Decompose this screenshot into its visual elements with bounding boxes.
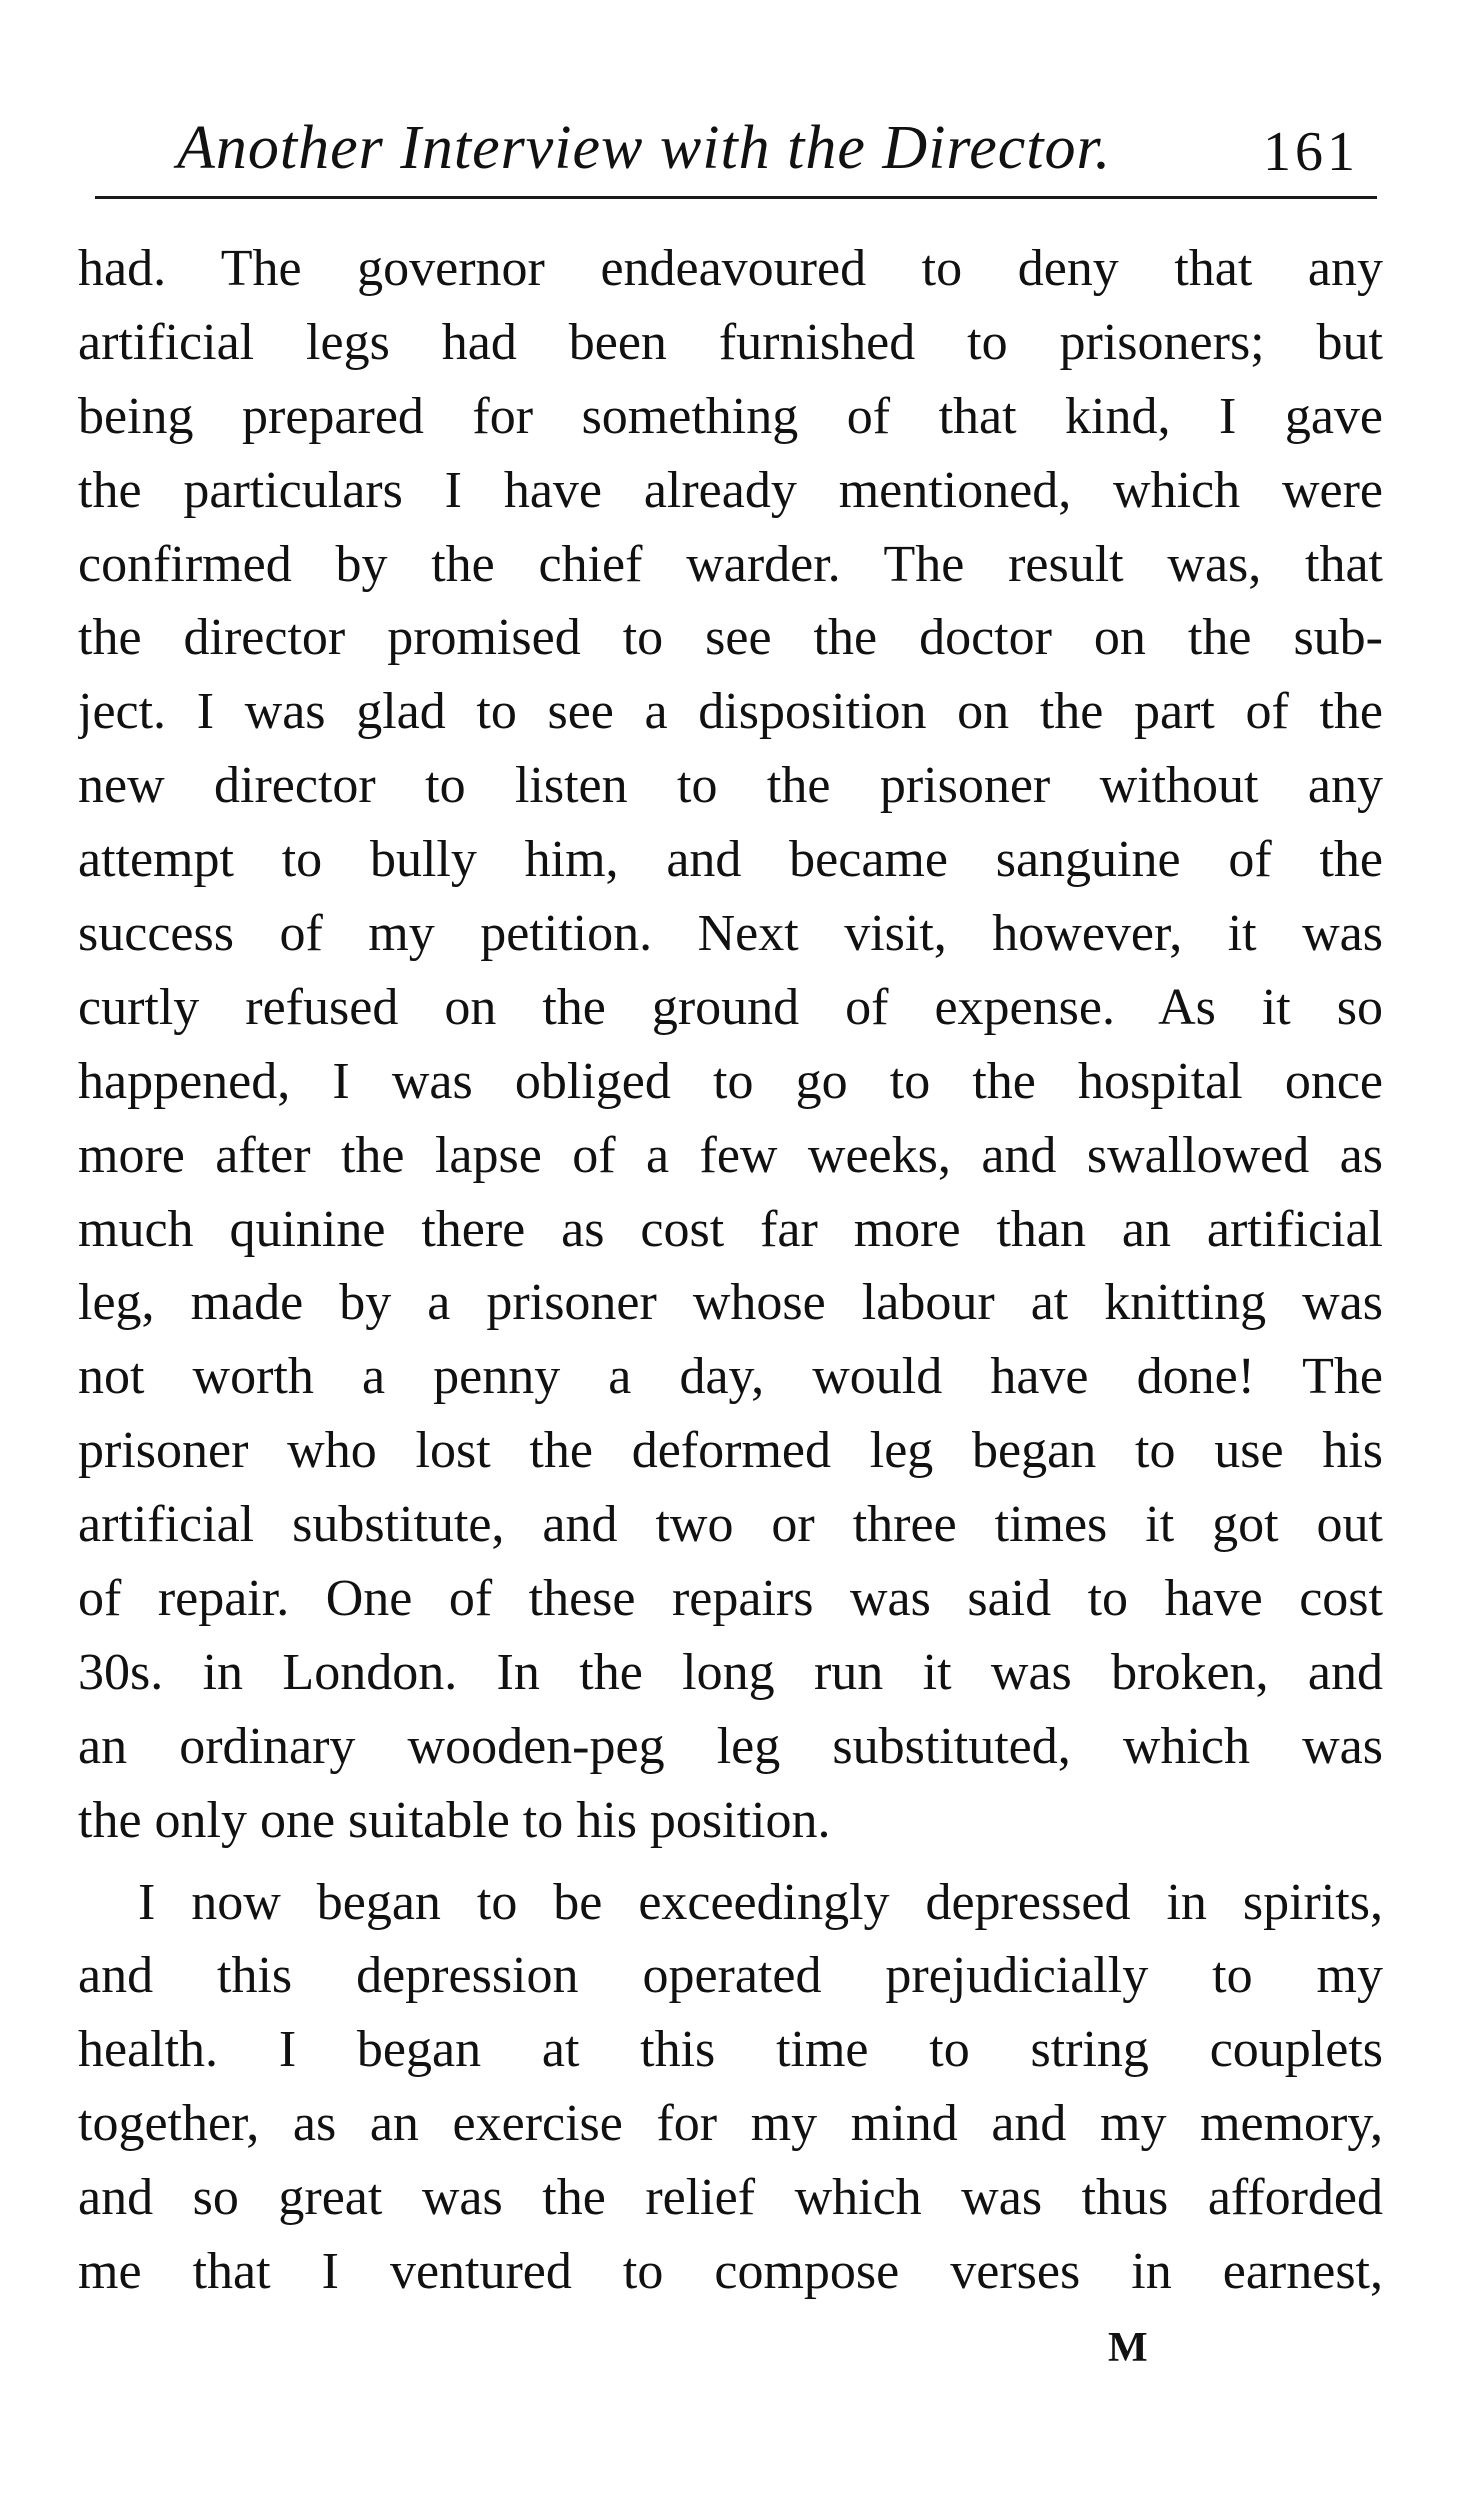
text-line: more after the lapse of a few weeks, and swallowed as — [78, 1126, 1383, 1184]
text-line: of repair. One of these repairs was said to have cost — [78, 1570, 1383, 1628]
text-line: health. I began at this time to string couplets — [78, 2021, 1383, 2079]
text-line: an ordinary wooden-peg leg substituted, which was — [78, 1717, 1383, 1775]
paragraph-2 — [78, 1866, 1383, 2309]
text-line: ject. I was glad to see a disposition on the part of the — [78, 683, 1383, 741]
signature-mark: M — [1108, 2325, 1148, 2371]
text-line: the particulars I have already mentioned, which were — [78, 461, 1383, 519]
text-line: the only one suitable to his position. — [78, 1791, 831, 1849]
text-line: success of my petition. Next visit, however, it was — [78, 905, 1383, 963]
text-line: the director promised to see the doctor on the sub- — [78, 609, 1383, 667]
text-line: not worth a penny a day, would have done! The — [78, 1348, 1383, 1406]
text-line: happened, I was obliged to go to the hospital once — [78, 1052, 1383, 1110]
running-head — [95, 108, 1377, 188]
text-line: had. The governor endeavoured to deny that any — [78, 240, 1383, 297]
text-line: much quinine there as cost far more than an artificial — [78, 1200, 1383, 1258]
text-line: I now began to be exceedingly depressed in spirits, — [138, 1873, 1383, 1931]
text-line: me that I ventured to compose verses in earnest, — [78, 2243, 1383, 2301]
header-rule — [95, 196, 1377, 199]
text-line: prisoner who lost the deformed leg began to use his — [78, 1422, 1383, 1480]
page-number: 161 — [1263, 121, 1359, 183]
running-title: Another Interview with the Director. — [177, 114, 1112, 182]
text-line: and this depression operated prejudicially to my — [78, 1947, 1383, 2005]
text-line: artificial substitute, and two or three times it got out — [78, 1496, 1383, 1554]
text-line: 30s. in London. In the long run it was broken, and — [78, 1643, 1383, 1701]
text-line: confirmed by the chief warder. The result was, that — [78, 535, 1383, 593]
text-line: curtly refused on the ground of expense. As it so — [78, 978, 1383, 1036]
text-line: new director to listen to the prisoner without any — [78, 757, 1383, 815]
paragraph-gap — [78, 1858, 1383, 1866]
text-line: and so great was the relief which was thus afforded — [78, 2169, 1383, 2227]
text-line: attempt to bully him, and became sanguine of the — [78, 831, 1383, 889]
text-line: artificial legs had been furnished to prisoners; but — [78, 313, 1383, 371]
text-line: leg, made by a prisoner whose labour at knitting was — [78, 1274, 1383, 1332]
text-line: being prepared for something of that kind, I gave — [78, 387, 1383, 445]
paragraph-1 — [78, 232, 1383, 1858]
body-text — [78, 232, 1383, 2309]
text-line: together, as an exercise for my mind and my memory, — [78, 2095, 1383, 2153]
